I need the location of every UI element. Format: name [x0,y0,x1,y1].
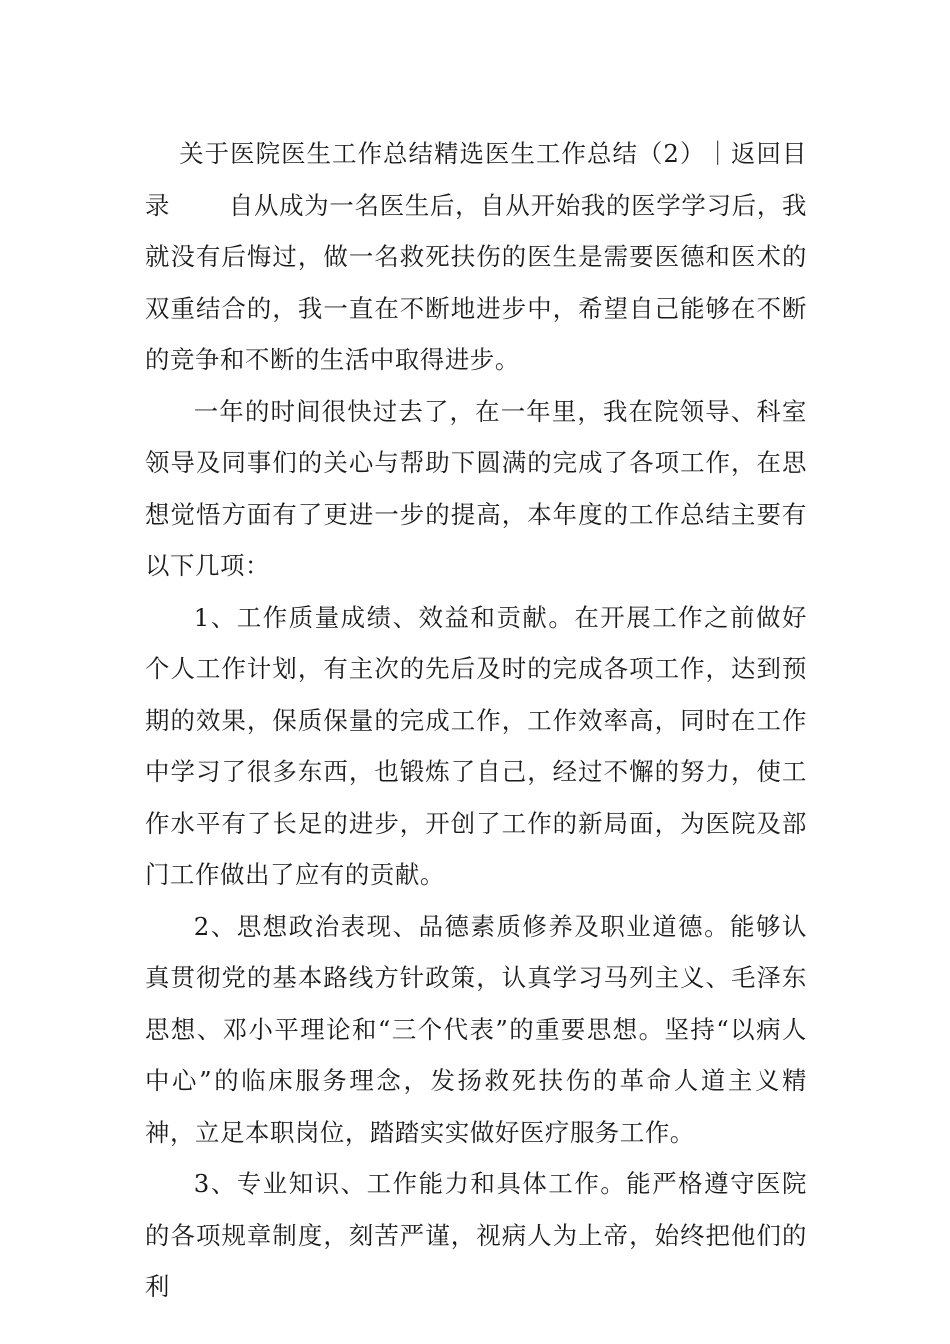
back-to-contents-link[interactable]: 返回目录 [145,139,807,220]
paragraph-1: 一年的时间很快过去了，在一年里，我在院领导、科室领导及同事们的关心与帮助下圆满的完成了各项工作，在思想觉悟方面有了更进一步的提高，本年度的工作总结主要有以下几项： [145,396,807,580]
intro-body-text: 自从成为一名医生后，自从开始我的医学学习后，我就没有后悔过，做一名救死扶伤的医生是需要医德和医术的双重结合的，我一直在不断地进步中，希望自己能够在不断的竞争和不断的生活中取得进步。 [145,190,807,374]
title-separator: ｜ [705,139,732,168]
document-body [145,128,807,1313]
document-title: 关于医院医生工作总结精选医生工作总结（2） [179,139,706,168]
paragraph-2: 1、工作质量成绩、效益和贡献。在开展工作之前做好个人工作计划，有主次的先后及时的完成各项工作，达到预期的效果，保质保量的完成工作，工作效率高，同时在工作中学习了很多东西，也锻炼了自己，经过不懈的努力，使工作水平有了长足的进步，开创了工作的新局面，为医院及部门工作做出了应有的贡献。 [145,602,807,889]
paragraph-4: 3、专业知识、工作能力和具体工作。能严格遵守医院的各项规章制度，刻苦严谨，视病人为上帝，始终把他们的利 [145,1169,807,1301]
intro-paragraph [145,128,807,386]
paragraph-3: 2、思想政治表现、品德素质修养及职业道德。能够认真贯彻党的基本路线方针政策，认真学习马列主义、毛泽东思想、邓小平理论和“三个代表”的重要思想。坚持“以病人中心”的临床服务理念，发扬救死扶伤的革命人道主义精神，立足本职岗位，踏踏实实做好医疗服务工作。 [145,911,807,1147]
